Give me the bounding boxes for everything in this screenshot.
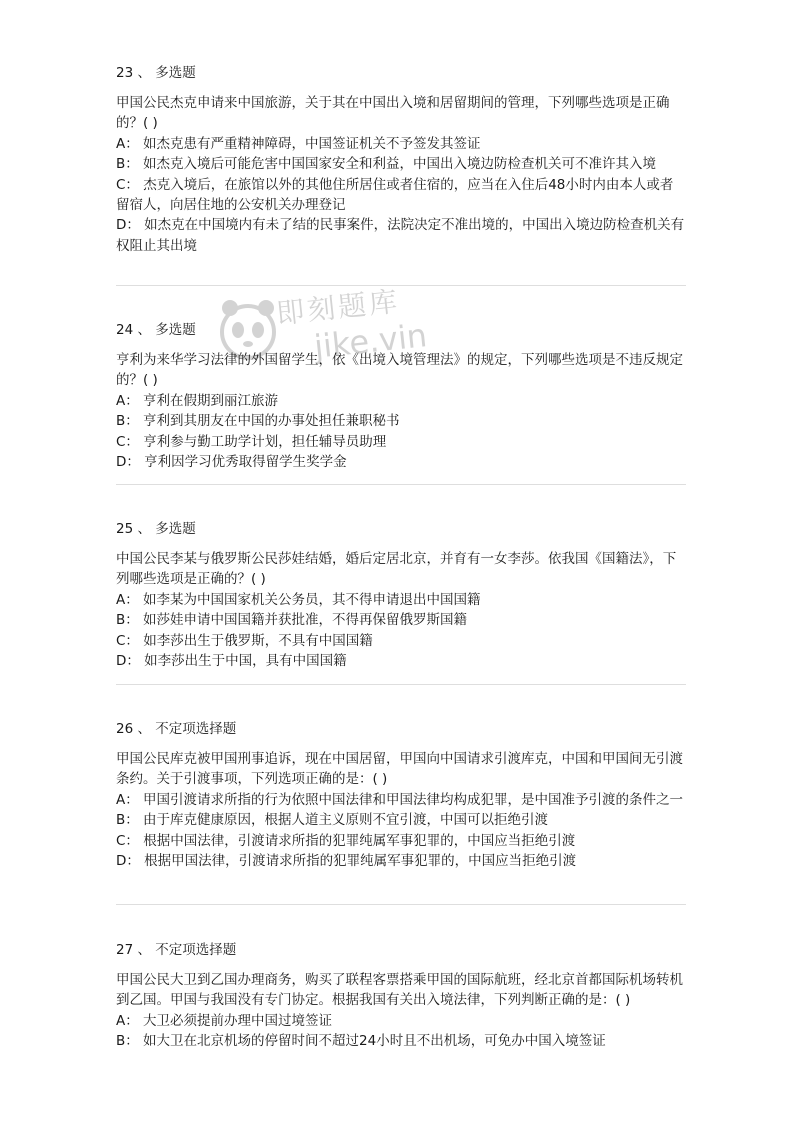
option-b: B： 如大卫在北京机场的停留时间不超过24小时且不出机场，可免办中国入境签证: [116, 1033, 606, 1050]
watermark-text-en: jike.vin: [312, 316, 429, 366]
option-b: B： 如杰克入境后可能危害中国国家安全和利益，中国出入境边防检查机关可不准许其入境: [116, 156, 657, 173]
question-number: 27: [116, 942, 134, 958]
question-header: 24 、 多选题: [116, 322, 196, 338]
option-c: C： 如李莎出生于俄罗斯，不具有中国国籍: [116, 632, 373, 649]
question-header: 27 、 不定项选择题: [116, 942, 237, 958]
question-27: [116, 940, 686, 1052]
question-number: 23: [116, 65, 134, 81]
divider: [116, 285, 686, 286]
question-25: [116, 519, 686, 671]
question-stem: 中国公民李某与俄罗斯公民莎娃结婚，婚后定居北京，并育有一女李莎。依我国《国籍法》，下列哪些选项是正确的？( ): [116, 551, 677, 588]
question-number: 26: [116, 721, 134, 737]
question-type: 多选题: [155, 521, 196, 537]
option-a: A： 甲国引渡请求所指的行为依照中国法律和甲国法律均构成犯罪，是中国准予引渡的条件之一: [116, 791, 684, 808]
question-stem: 甲国公民杰克申请来中国旅游，关于其在中国出入境和居留期间的管理，下列哪些选项是正确的？( ): [116, 95, 670, 132]
option-c: C： 亨利参与勤工助学计划，担任辅导员助理: [116, 433, 387, 450]
divider: [116, 684, 686, 685]
question-number: 24: [116, 322, 134, 338]
question-stem: 甲国公民大卫到乙国办理商务，购买了联程客票搭乘甲国的国际航班，经北京首都国际机场转机到乙国。甲国与我国没有专门协定。根据我国有关出入境法律，下列判断正确的是：( ): [116, 972, 683, 1009]
question-header: 23 、 多选题: [116, 65, 196, 81]
question-stem: 甲国公民库克被甲国刑事追诉，现在中国居留，甲国向中国请求引渡库克，中国和甲国间无引渡条约。关于引渡事项，下列选项正确的是：( ): [116, 751, 683, 788]
option-c: C： 根据中国法律，引渡请求所指的犯罪纯属军事犯罪的，中国应当拒绝引渡: [116, 832, 576, 849]
question-header: 25 、 多选题: [116, 521, 196, 537]
option-a: A： 如杰克患有严重精神障碍，中国签证机关不予签发其签证: [116, 135, 481, 152]
option-b: B： 由于库克健康原因，根据人道主义原则不宜引渡，中国可以拒绝引渡: [116, 812, 549, 829]
question-stem: 亨利为来华学习法律的外国留学生，依《出境入境管理法》的规定，下列哪些选项是不违反规定的？( ): [116, 352, 683, 389]
question-23: [116, 63, 686, 256]
question-26: [116, 719, 686, 871]
divider: [116, 904, 686, 905]
question-24: [116, 320, 686, 472]
question-type: 不定项选择题: [155, 942, 237, 958]
option-d: D： 如李莎出生于中国，具有中国国籍: [116, 653, 347, 670]
question-type: 多选题: [155, 322, 196, 338]
option-a: A： 亨利在假期到丽江旅游: [116, 392, 279, 409]
watermark-text-cn: 即刻题库: [274, 284, 402, 331]
option-a: A： 大卫必须提前办理中国过境签证: [116, 1012, 333, 1029]
question-type: 不定项选择题: [155, 721, 237, 737]
option-c: C： 杰克入境后，在旅馆以外的其他住所居住或者住宿的，应当在入住后48小时内由本人或者留宿人，向居住地的公安机关办理登记: [116, 176, 674, 214]
question-header: 26 、 不定项选择题: [116, 721, 237, 737]
divider: [116, 484, 686, 485]
question-type: 多选题: [155, 65, 196, 81]
option-d: D： 根据甲国法律，引渡请求所指的犯罪纯属军事犯罪的，中国应当拒绝引渡: [116, 853, 577, 870]
option-b: B： 如莎娃申请中国国籍并获批准，不得再保留俄罗斯国籍: [116, 612, 468, 629]
option-b: B： 亨利到其朋友在中国的办事处担任兼职秘书: [116, 413, 400, 430]
option-d: D： 亨利因学习优秀取得留学生奖学金: [116, 454, 347, 471]
option-d: D： 如杰克在中国境内有未了结的民事案件，法院决定不准出境的，中国出入境边防检查机关有权阻止其出境: [116, 217, 685, 254]
question-number: 25: [116, 521, 134, 537]
option-a: A： 如李某为中国国家机关公务员，其不得申请退出中国国籍: [116, 591, 481, 608]
